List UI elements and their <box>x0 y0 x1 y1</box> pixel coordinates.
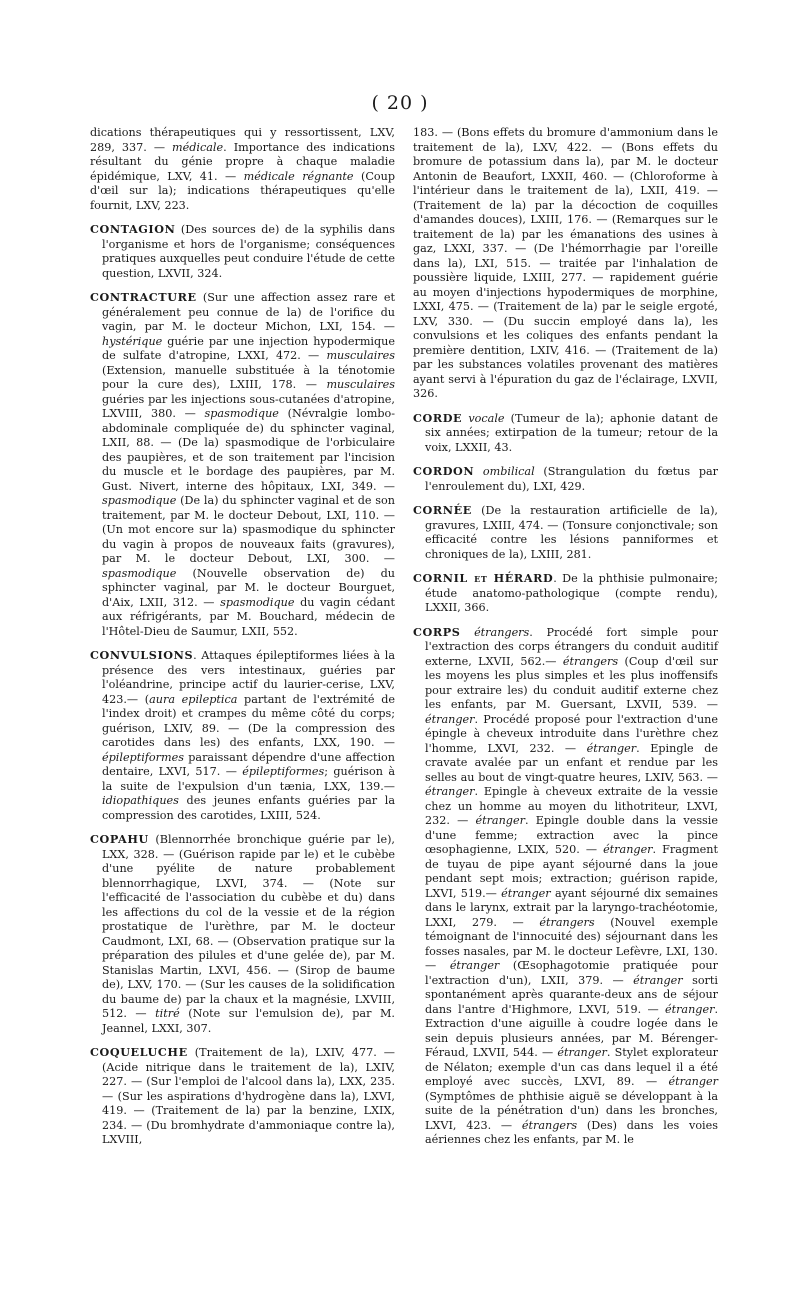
entry-italic-subhead: musculaires <box>326 349 395 362</box>
entry-text: (Nouvel exemple témoignant de l'innocuité des) séjournant dans les fosses nasales, par M. le docteur Lefèvre, LXI, 130. — <box>425 915 718 972</box>
entry-italic-subhead: étranger <box>475 814 525 827</box>
entry-italic-subhead: spasmodique <box>204 407 279 420</box>
entry-italic-subhead: médicale régnante <box>243 169 354 183</box>
index-entry <box>413 503 718 562</box>
index-entry-continued <box>413 126 718 402</box>
entry-text: 183. — (Bons effets du bromure d'ammonium dans le traitement de la), LXV, 422. — (Bons effets du bromure de potassium dans la), par M. le docteur Antonin de Beaufort, LXXII, 460. — (Chloroforme à l'intérieur dans le traitement de la), LXII, 419. — (Traitement de la) par la décoction de coquilles d'amandes douces), LXIII, 176. — (Remarques sur le traitement de la) par les émanations des usines à gaz, LXXI, 337. — (De l'hémorrhagie par l'oreille dans la), LXI, 515. — traitée par l'inhalation de poussière liquide, LXIII, 277. — rapidement guérie au moyen d'injections hypodermiques de morphine, LXXI, 475. — (Traitement de la) par le seigle ergoté, LXV, 330. — (Du succin employé dans la), les convulsions et les coliques des enfants pendant la première dentition, LXIV, 416. — (Traitement de la) par les substances volatiles provenant des matières ayant servi à l'épuration du gaz de l'éclairage, LXVII, 326. <box>413 126 718 400</box>
entry-italic-subhead: étrangers <box>539 915 595 929</box>
entry-headword: COQUELUCHE <box>90 1045 188 1059</box>
page-number: ( 20 ) <box>371 92 429 114</box>
entry-text: . Procédé fort simple pour l'extraction des corps étrangers du conduit auditif externe, LXVII, 562.— <box>425 625 718 668</box>
entry-italic-subhead: étranger <box>425 785 475 798</box>
entry-italic-subhead: étrangers <box>521 1118 578 1132</box>
entry-italic-subhead: étranger <box>668 1075 718 1088</box>
entry-text: (Note sur l'emulsion de), par M. Jeannel, LXXI, 307. <box>102 1007 395 1035</box>
entry-text: (Des sources de) de la syphilis dans l'organisme et hors de l'organisme; conséquences pratiques auxquelles peut conduire l'étude de cette question, LXVII, 324. <box>102 223 395 280</box>
entry-text: partant de l'extrémité de l'index droit) et crampes du même côté du corps; guérison, LXIV, 89. — (De la compression des carotides dans les) des enfants, LXX, 190. — <box>102 692 395 749</box>
entry-text: dications thérapeutiques qui y ressortissent, LXV, 289, 337. — <box>90 126 395 154</box>
entry-text: (Nouvelle observation de) du sphincter vaginal, par M. le docteur Bourguet, d'Aix, LXII, 312. — <box>102 566 395 609</box>
entry-text: (De la restauration artificielle de la), gravures, LXIII, 474. — (Tonsure conjonctivale; son efficacité contre les lésions panniformes et chroniques de la), LXIII, 281. <box>425 504 718 561</box>
entry-italic-subhead: épileptiformes <box>242 765 325 778</box>
entry-italic-subhead: musculaires <box>326 378 395 391</box>
index-entry-continued <box>90 126 395 213</box>
entry-italic-subhead: ombilical <box>482 465 535 478</box>
entry-text: du vagin cédant aux réfrigérants, par M. Bouchard, médecin de l'Hôtel-Dieu de Saumur, LXII, 552. <box>102 595 396 638</box>
entry-text: . Extraction d'une aiguille à coudre logée dans le sein depuis plusieurs années, par M. Bérenger-Féraud, LXVII, 544. — <box>425 1002 718 1059</box>
entry-text: (Coup d'œil sur la); indications thérapeutiques qu'elle fournit, LXV, 223. <box>90 169 395 212</box>
entry-italic-subhead: étranger <box>449 959 500 972</box>
entry-italic-subhead: spasmodique <box>102 494 177 507</box>
entry-italic-subhead: étranger <box>501 886 551 900</box>
index-entry <box>90 1045 395 1148</box>
entry-italic-subhead: étranger <box>557 1046 607 1059</box>
entry-text: sorti spontanément après quarante-deux ans de séjour dans l'antre d'Highmore, LXVI, 519. — <box>425 973 718 1016</box>
entry-text: des jeunes enfants guéries par la compression des carotides, LXIII, 524. <box>102 794 395 822</box>
right-column <box>413 126 718 1157</box>
entry-text: (Œsophagotomie pratiquée pour l'extraction d'un), LXII, 379. — <box>425 959 718 987</box>
entry-italic-subhead: étranger <box>603 843 653 856</box>
entry-italic-subhead: étranger <box>425 712 475 726</box>
index-entry <box>413 571 718 616</box>
entry-text: (Blennorrhée bronchique guérie par le), LXX, 328. — (Guérison rapide par le) et le cubèbe d'une pyélite de nature probablement blennorrhagique, LXVI, 374. — (Note sur l'efficacité de l'association du cubèbe et du) dans les affections du col de la vessie et de la région prostatique de l'urèthre, par M. le docteur Caudmont, LXI, 68. — (Observation pratique sur la préparation des pilules et d'une gelée de), par M. Stanislas Martin, LXVI, 456. — (Sirop de baume de), LXV, 170. — (Sur les causes de la solidification du baume de) par la chaux et la magnésie, LXVIII, 512. — <box>102 833 395 1020</box>
entry-text: . Epingle de cravate avalée par un enfant et rendue par les selles au bout de vingt-quatre heures, LXIV, 563. — <box>425 741 718 784</box>
entry-italic-subhead: titré <box>155 1007 180 1020</box>
entry-text: ; guérison à la suite de l'expulsion d'un tænia, LXX, 139.— <box>102 765 396 793</box>
entry-italic-subhead: étrangers <box>474 625 530 639</box>
entry-italic-subhead: étranger <box>633 973 683 987</box>
entry-text: (Névralgie lombo-abdominale compliquée de) du sphincter vaginal, LXII, 88. — (De la) spasmodique de l'orbiculaire des paupières, et de son traitement par l'incision du muscle et le bordage des paupières, par M. Gust. Nivert, interne des hôpitaux, LXI, 349. — <box>102 407 395 493</box>
entry-headword: CORNÉE <box>413 503 472 517</box>
entry-headword: CONVULSIONS <box>90 648 194 662</box>
entry-text: (De la) du sphincter vaginal et de son traitement, par M. le docteur Debout, LXI, 110. — (Un mot encore sur la) spasmodique du sphincter du vagin à propos de nouveaux faits (gravures), par M. le docteur Debout, LXI, 300. — <box>102 494 395 565</box>
entry-italic-subhead: médicale <box>172 140 224 154</box>
entry-text: (Tumeur de la); aphonie datant de six années; extirpation de la tumeur; retour de la voix, LXXII, 43. <box>425 411 718 454</box>
entry-text: guéries par les injections sous-cutanées d'atropine, LXVIII, 380. — <box>102 392 395 420</box>
entry-text: (Extension, manuelle substituée à la ténotomie pour la cure des), LXIII, 178. — <box>102 363 395 391</box>
entry-italic-subhead: spasmodique <box>102 566 177 580</box>
entry-text: (Strangulation du fœtus par l'enroulement du), LXI, 429. <box>425 465 718 493</box>
entry-text: (Traitement de la), LXIV, 477. — (Acide nitrique dans le traitement de la), LXIV, 227. — (Sur l'emploi de l'alcool dans la), LXX, 235. — (Sur les aspirations d'hydrogène dans la), LXVI, 419. — (Traitement de la) par la benzine, LXIX, 234. — (Du bromhydrate d'ammoniaque contre la), LXVIII, <box>102 1046 395 1146</box>
entry-text <box>460 626 474 639</box>
entry-text: . Procédé proposé pour l'extraction d'une épingle à cheveux introduite dans l'urèthre chez l'homme, LXVI, 232. — <box>425 712 718 755</box>
index-entry <box>413 411 718 456</box>
entry-text: . De la phthisie pulmonaire; étude anatomo-pathologique (compte rendu), LXXII, 366. <box>425 572 718 614</box>
entry-text: paraissant dépendre d'une affection dentaire, LXVI, 517. — <box>102 750 395 778</box>
entry-text: (Des) dans les voies aériennes chez les enfants, par M. le <box>425 1118 719 1146</box>
entry-italic-subhead: étrangers <box>562 654 619 668</box>
entry-headword: COPAHU <box>90 832 149 846</box>
entry-italic-subhead: idiopathiques <box>102 794 179 807</box>
entry-headword: CONTAGION <box>90 222 176 236</box>
entry-headword: CORNIL et HÉRARD <box>413 571 554 585</box>
entry-headword: CONTRACTURE <box>90 290 197 304</box>
entry-headword: CORDON <box>413 464 475 478</box>
entry-text: ayant séjourné dix semaines dans le larynx, extrait par la laryngo-trachéotomie, LXXI, 279. — <box>425 886 718 929</box>
entry-text: . Attaques épileptiformes liées à la présence des vers intestinaux, guéries par l'oléandrine, principe actif du laurier-cerise, LXV, 423.— ( <box>102 649 395 706</box>
entry-italic-subhead: hystérique <box>102 334 163 348</box>
entry-italic-subhead: vocale <box>468 411 505 425</box>
index-entry <box>413 464 718 494</box>
entry-italic-subhead: aura epileptica <box>149 692 238 706</box>
index-entry <box>90 648 395 823</box>
entry-italic-subhead: épileptiformes <box>102 750 184 764</box>
entry-text: (Sur une affection assez rare et généralement peu connue de la) de l'orifice du vagin, par M. le docteur Michon, LXI, 154. — <box>102 291 395 333</box>
entry-text <box>474 465 483 478</box>
entry-text: . Importance des indications résultant du génie propre à chaque maladie épidémique, LXV, 41. — <box>90 140 395 183</box>
entry-text: (Symptômes de phthisie aiguë se développant à la suite de la pénétration d'un) dans les bronches, LXVI, 423. — <box>425 1089 718 1132</box>
entry-text: . Stylet explorateur de Nélaton; exemple d'un cas dans lequel il a été employé avec succès, LXVI, 89. — <box>425 1046 719 1088</box>
entry-italic-subhead: spasmodique <box>220 595 295 609</box>
entry-headword: CORPS <box>413 624 461 639</box>
entry-text: guérie par une injection hypodermique de sulfate d'atropine, LXXI, 472. — <box>102 334 395 362</box>
index-entry <box>90 832 395 1036</box>
entry-text: . Epingle à cheveux extraite de la vessie chez un homme au moyen du lithotriteur, LXVI, 232. — <box>425 785 718 827</box>
index-entry <box>413 625 718 1148</box>
entry-text: (Coup d'œil sur les moyens les plus simples et les plus inoffensifs pour extraire les) du conduit auditif externe chez les enfants, par M. Guersant, LXVII, 539. — <box>425 654 718 711</box>
left-column <box>90 126 395 1157</box>
index-entry <box>90 222 395 281</box>
entry-text: . Fragment de tuyau de pipe ayant séjourné dans la joue pendant sept mois; extraction; guérison rapide, LXVI, 519.— <box>425 843 718 900</box>
entry-italic-subhead: étranger <box>586 741 637 755</box>
entry-headword: CORDE <box>413 410 463 425</box>
index-entry <box>90 290 395 639</box>
entry-text: . Epingle double dans la vessie d'une femme; extraction avec la pince œsophagienne, LXIX, 520. — <box>425 814 718 856</box>
entry-italic-subhead: étranger <box>664 1002 715 1016</box>
